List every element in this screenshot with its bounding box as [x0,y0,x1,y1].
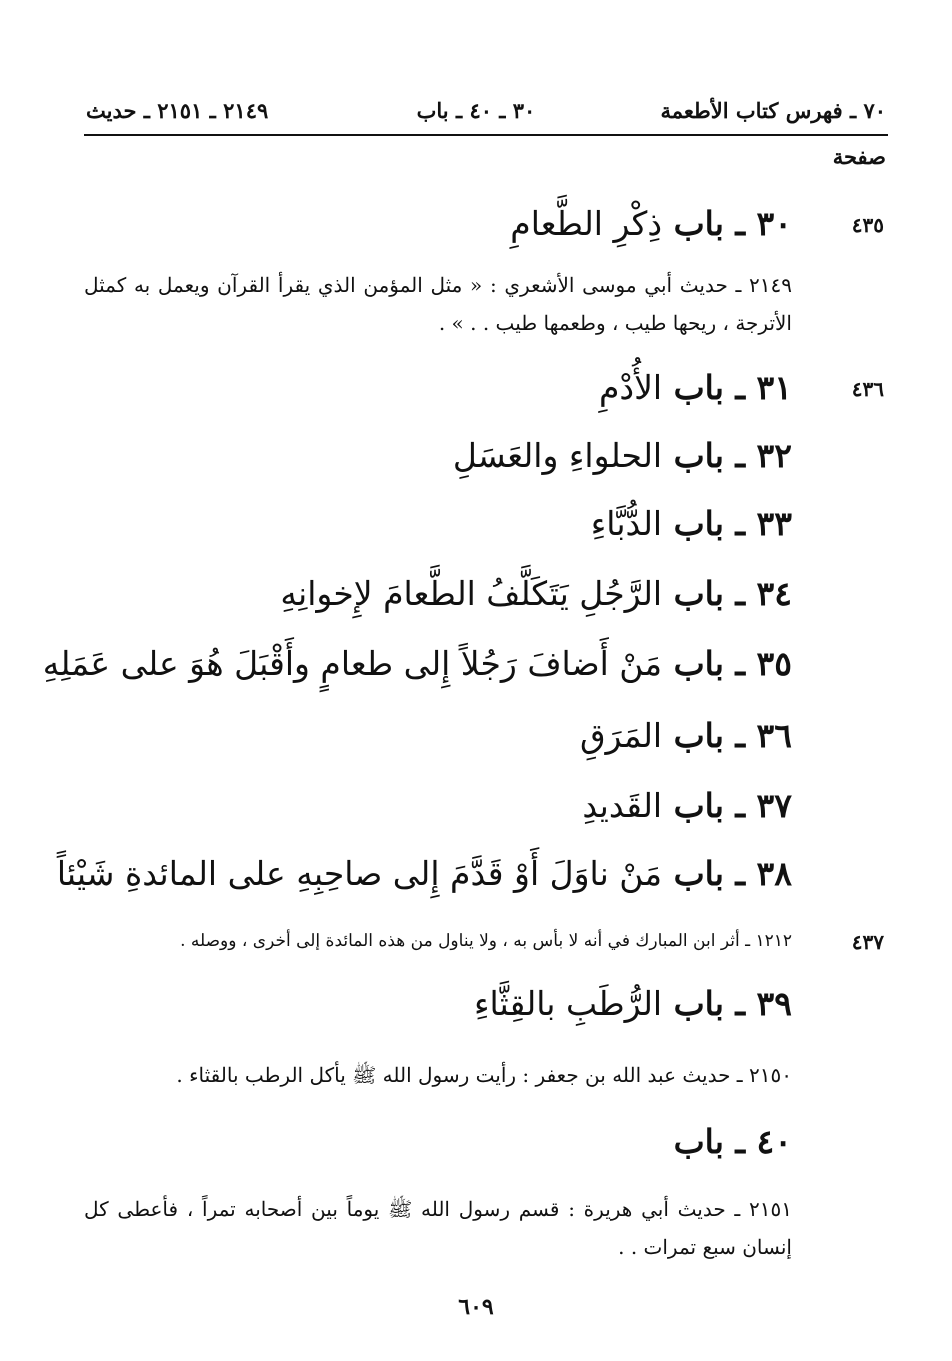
section-title: القَديدِ [582,786,663,825]
hadith-entry: ٢١٥١ ـ حديث أبي هريرة : قسم رسول الله ﷺ يوماً بين أصحابه تمراً ، فأعطى كل إنسان سبع تمرات . . [84,1197,792,1259]
section-title: الحلواءِ والعَسَلِ [452,436,663,475]
header-hadith-range: ٢١٤٩ ـ ٢١٥١ ـ حديث [86,98,269,123]
hadith-entry: ٢١٥٠ ـ حديث عبد الله بن جعفر : رأيت رسول الله ﷺ يأكل الرطب بالقثاء . [176,1063,792,1087]
section-number: ٣٦ [756,716,792,755]
header-section-range: ٣٠ ـ ٤٠ ـ باب [416,98,536,123]
section-prefix: ـ باب [673,368,746,407]
section-prefix: ـ باب [673,716,746,755]
section-prefix: ـ باب [673,1122,746,1161]
section-number: ٣١ [756,368,792,407]
section-heading [453,432,792,480]
page-number: ٤٣٧ [851,930,884,954]
section-number: ٣٢ [756,436,792,475]
section-title: مَنْ أَضافَ رَجُلاً إِلى طعامٍ وأَقْبَلَ هُوَ على عَمَلِهِ [42,644,663,683]
folio-number: ٦٠٩ [458,1294,494,1320]
section-title: مَنْ ناوَلَ أَوْ قَدَّمَ إِلى صاحِبِهِ على المائدةِ شَيْئاً [56,854,663,893]
section-heading [280,570,792,618]
section-prefix: ـ باب [673,644,746,683]
section-number: ٣٩ [756,984,792,1023]
section-number: ٣٠ [756,204,792,243]
section-heading [474,980,792,1028]
hadith-entry: ٢١٤٩ ـ حديث أبي موسى الأشعري : « مثل المؤمن الذي يقرأ القرآن ويعمل به كمثل الأترجة ، ريحها طيب ، وطعمها طيب . . » . [84,273,792,335]
section-number: ٤٠ [756,1122,792,1161]
section-number: ٣٨ [756,854,792,893]
section-heading [580,712,792,760]
section-heading [57,850,792,898]
section-number: ٣٣ [756,504,792,543]
section-heading [43,640,792,688]
athar-entry: ١٢١٢ ـ أثر ابن المبارك في أنه لا بأس به ، ولا يناول من هذه المائدة إلى أخرى ، ووصله . [180,931,792,951]
section-heading [599,364,792,412]
section-title: المَرَقِ [579,716,663,755]
section-title: الأُدْمِ [598,368,663,407]
section-number: ٣٧ [756,786,792,825]
section-prefix: ـ باب [673,984,746,1023]
section-title: الرَّجُلِ يَتَكَلَّفُ الطَّعامَ لإِخوانِهِ [280,574,663,613]
section-number: ٣٥ [756,644,792,683]
page-number: ٤٣٥ [851,213,884,237]
section-heading [582,782,792,830]
section-prefix: ـ باب [673,436,746,475]
section-prefix: ـ باب [673,204,746,243]
page-column-label: صفحة [832,144,886,169]
section-prefix: ـ باب [673,504,746,543]
section-title: الدُّبَّاءِ [590,504,663,543]
header-rule [84,134,888,136]
section-number: ٣٤ [756,574,792,613]
section-prefix: ـ باب [673,854,746,893]
section-prefix: ـ باب [673,786,746,825]
section-title: ذِكْرِ الطَّعامِ [510,204,663,243]
header-chapter-title: ٧٠ ـ فهرس كتاب الأطعمة [660,98,886,123]
section-heading [591,500,792,548]
section-title: الرُّطَبِ بالقِثَّاءِ [473,984,663,1023]
section-prefix: ـ باب [673,574,746,613]
page-number: ٤٣٦ [851,377,884,401]
section-heading [674,1118,792,1166]
section-heading [510,200,792,248]
